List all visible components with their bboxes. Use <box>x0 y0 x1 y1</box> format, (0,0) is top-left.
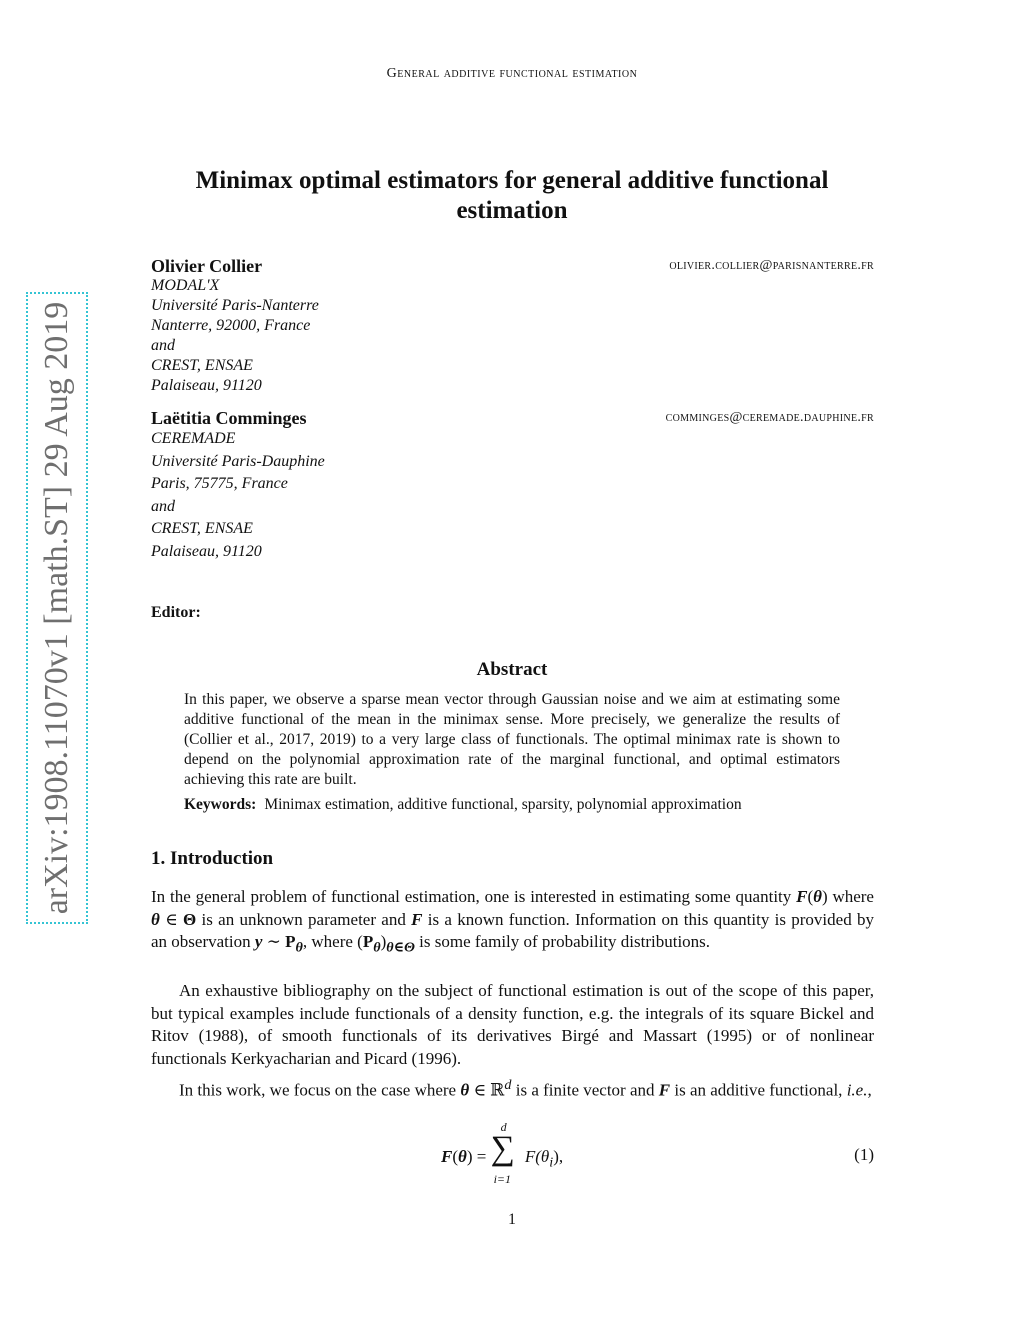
text-run: ) where <box>821 887 874 906</box>
math-symbol: θ <box>151 909 160 929</box>
affiliation-line: and <box>151 497 175 515</box>
section-number: 1. <box>151 848 166 869</box>
text-run: is an unknown parameter and <box>196 909 412 929</box>
affiliation-line: Université Paris-Nanterre <box>151 297 319 314</box>
text-run: is an additive functional, <box>670 1080 847 1100</box>
affiliation-line: CREST, ENSAE <box>151 520 253 538</box>
author-email: olivier.collier@parisnanterre.fr <box>669 258 874 273</box>
math-symbol: F(θ <box>524 1147 550 1166</box>
math-subscript: θ <box>295 939 303 956</box>
math-symbol: ), <box>553 1147 564 1166</box>
text-run: In this work, we focus on the case where <box>179 1080 461 1100</box>
summation <box>490 1120 521 1186</box>
math-symbol: P <box>285 932 296 951</box>
math-superscript: d <box>504 1077 512 1093</box>
author-block <box>151 256 874 396</box>
sum-upper-limit: d <box>500 1120 507 1134</box>
section-heading <box>151 848 273 870</box>
math-symbol: F <box>796 887 808 906</box>
text-run: ∼ <box>262 932 286 951</box>
text-run: ) <box>380 932 387 951</box>
math-symbol: θ <box>458 1147 467 1166</box>
keywords <box>184 795 844 815</box>
author-name: Olivier Collier <box>151 256 263 276</box>
text-run: , where ( <box>302 932 363 951</box>
section-title: Introduction <box>170 848 274 869</box>
affiliation-line: Nanterre, 92000, France <box>151 317 311 334</box>
sum-symbol: ∑ <box>490 1130 515 1167</box>
editor-label: Editor: <box>151 604 201 621</box>
math-symbol: ( <box>452 1147 459 1166</box>
affiliation-line: and <box>151 337 175 354</box>
text-run: ( <box>807 887 814 906</box>
affiliation-line: CEREMADE <box>151 430 236 447</box>
math-symbol: θ <box>460 1080 470 1100</box>
paragraph <box>151 886 874 959</box>
math-symbol: F <box>411 909 423 929</box>
paragraph: An exhaustive bibliography on the subject of functional estimation is out of the scope of this paper, but typical examples include functionals of a density function, e.g. the integrals of its square Bickel and Ritov (1988), of smooth functionals of its derivatives Birgé and Massart (1995) or of nonlinear functionals Kerkyacharian and Picard (1996). <box>151 981 874 1068</box>
sum-lower-limit: i=1 <box>493 1172 512 1186</box>
paper-title: Minimax optimal estimators for general additive functional estimation <box>195 167 829 224</box>
text-run: i.e. <box>846 1080 868 1100</box>
author-email: comminges@ceremade.dauphine.fr <box>665 410 874 425</box>
affiliation-line: Palaiseau, 91120 <box>151 377 262 394</box>
math-subscript: i <box>549 1154 554 1171</box>
affiliation-line: Université Paris-Dauphine <box>151 452 325 470</box>
equation-body <box>441 1120 564 1186</box>
equation-number: (1) <box>854 1145 874 1164</box>
math-symbol: F <box>658 1080 671 1100</box>
page-number: 1 <box>508 1211 516 1228</box>
author-block <box>151 408 874 564</box>
author-name: Laëtitia Comminges <box>151 408 307 428</box>
text-run: ∈ ℝ <box>469 1080 505 1100</box>
text-run: , <box>867 1080 872 1100</box>
running-head: General additive functional estimation <box>386 66 638 81</box>
text-run: is a finite vector and <box>511 1080 659 1100</box>
math-symbol: F <box>441 1147 453 1166</box>
affiliation-line: Palaiseau, 91120 <box>151 542 262 560</box>
paragraph <box>151 1074 874 1102</box>
text-run: is a known function. Information on this quantity is provided by an observation <box>151 909 874 951</box>
math-subscript: θ∈Θ <box>386 939 415 956</box>
math-symbol: y <box>254 932 263 951</box>
math-symbol: P <box>362 932 374 951</box>
arxiv-stamp <box>26 292 88 924</box>
affiliation-line: Paris, 75775, France <box>151 475 288 493</box>
arxiv-identifier: arXiv:1908.11070v1 [math.ST] 29 Aug 2019 <box>38 301 75 915</box>
math-symbol: Θ <box>183 909 197 929</box>
abstract-heading: Abstract <box>476 659 548 680</box>
text-run: In the general problem of functional estimation, one is interested in estimating some quantity <box>151 887 797 906</box>
equation <box>151 1120 874 1190</box>
math-subscript: θ <box>373 939 381 956</box>
affiliation-line: MODAL'X <box>151 277 220 294</box>
keywords-label: Keywords: <box>184 796 257 813</box>
abstract-body: In this paper, we observe a sparse mean vector through Gaussian noise and we aim at estimating some additive functional of the mean in the minimax sense. More precisely, we generalize the results of (Collier et al., 2017, 2019) to a very large class of functionals. The optimal minimax rate is shown to depend on the polynomial approximation rate of the marginal functional, and optimal estimators achieving this rate are built. <box>184 691 840 788</box>
text-run: is some family of probability distributions. <box>414 932 711 951</box>
affiliation-line: CREST, ENSAE <box>151 357 253 374</box>
keywords-list: Minimax estimation, additive functional, sparsity, polynomial approximation <box>264 796 742 813</box>
math-symbol: θ <box>813 887 822 906</box>
text-run: ∈ <box>159 909 183 929</box>
math-symbol: ) = <box>466 1147 487 1166</box>
